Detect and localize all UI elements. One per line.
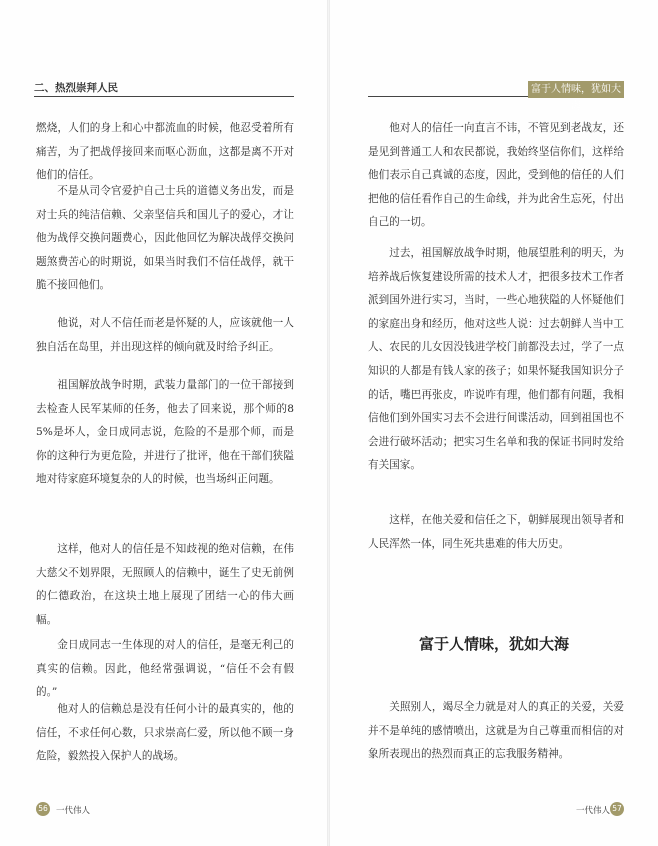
- section-header-box: 富于人情味，犹如大海: [528, 81, 624, 98]
- paragraph-2: 不是从司令官爱护自己士兵的道德义务出发，而是对士兵的纯洁信赖、父亲坚信兵和国儿子的爱心，才让他为战俘交换问题费心，因此他回忆为解决战俘交换问题煞费苦心的时期说，如果当时我们不信任战俘，就干脆不接回他们。: [36, 185, 294, 292]
- paragraph-3: 这样，在他关爱和信任之下，朝鲜展现出领导者和人民浑然一体，同生死共患难的伟大历史。: [368, 514, 624, 550]
- section-paragraph-1: 关照别人，竭尽全力就是对人的真正的关爱，关爱并不是单纯的感情喷出，这就是为自己尊重而相信的对象所表现出的热烈而真正的忘我服务精神。: [368, 701, 624, 761]
- paragraph-3: 他说，对人不信任而老是怀疑的人，应该就他一人独自活在岛里，并出现这样的倾向就及时给予纠正。: [36, 317, 294, 353]
- left-page: [0, 0, 328, 846]
- paragraph-2: 过去，祖国解放战争时期，他展望胜利的明天，为培养战后恢复建设所需的技术人才，把很多技术工作者派到国外进行实习，当时，一些心地狭隘的人怀疑他们的家庭出身和经历，他对这些人说：过去朝鲜人当中工人、农民的儿女因没钱进学校门前都没去过，学了一点知识的人都是有钱人家的孩子；如果怀疑我国知识分子的话，嘴巴再张皮，咋说咋有理，他们都有问题，我相信他们到外国实习去不会进行间谍活动，回到祖国也不会进行破坏活动；把实习生名单和我的保证书同时发给有关国家。: [368, 247, 624, 472]
- page-number-badge: 56: [36, 802, 50, 816]
- paragraph-4: 祖国解放战争时期，武装力量部门的一位干部接到去检查人民军某师的任务，他去了回来说，那个师的85%是坏人，金日成同志说，危险的不是那个师，而是你的这种行为更危险，并进行了批评，他在干部们狭隘地对待家庭环境复杂的人的时候，也当场纠正问题。: [36, 379, 294, 486]
- chapter-header: 二、热烈崇拜人民: [34, 82, 118, 94]
- header-rule: [34, 96, 294, 97]
- right-page: [330, 0, 658, 846]
- paragraph-5: 这样，他对人的信任是不知歧视的绝对信赖，在伟大慈父不划界限，无照顾人的信赖中，诞生了史无前例的仁德政治，在这块土地上展现了团结一心的伟大画幅。: [36, 543, 294, 626]
- footer-book-title: 一代伟人: [56, 806, 91, 816]
- section-title: 富于人情味，犹如大海: [418, 635, 569, 653]
- page-number-badge: 57: [610, 802, 624, 816]
- paragraph-6: 金日成同志一生体现的对人的信任，是毫无利己的真实的信赖。因此，他经常强调说，“信任不会有假的。”: [36, 639, 294, 699]
- header-rule: [368, 96, 528, 97]
- paragraph-7: 他对人的信赖总是没有任何小计的最真实的，他的信任，不求任何心数，只求崇高仁爱，所以他不顾一身危险，毅然投入保护人的战场。: [36, 703, 294, 763]
- paragraph-1: 燃烧，人们的身上和心中都流血的时候，他忍受着所有痛苦，为了把战俘接回来而呕心沥血，这都是离不开对他们的信任。: [36, 122, 294, 182]
- footer-book-title: 一代伟人: [576, 806, 611, 816]
- paragraph-1: 他对人的信任一向直言不讳，不管见到老战友，还是见到普通工人和农民都说，我始终坚信你们，这样给他们表示自己真诚的态度，因此，受到他的信任的人们把他的信任看作自己的生命线，并为此舍生忘死，付出自己的一切。: [368, 122, 624, 229]
